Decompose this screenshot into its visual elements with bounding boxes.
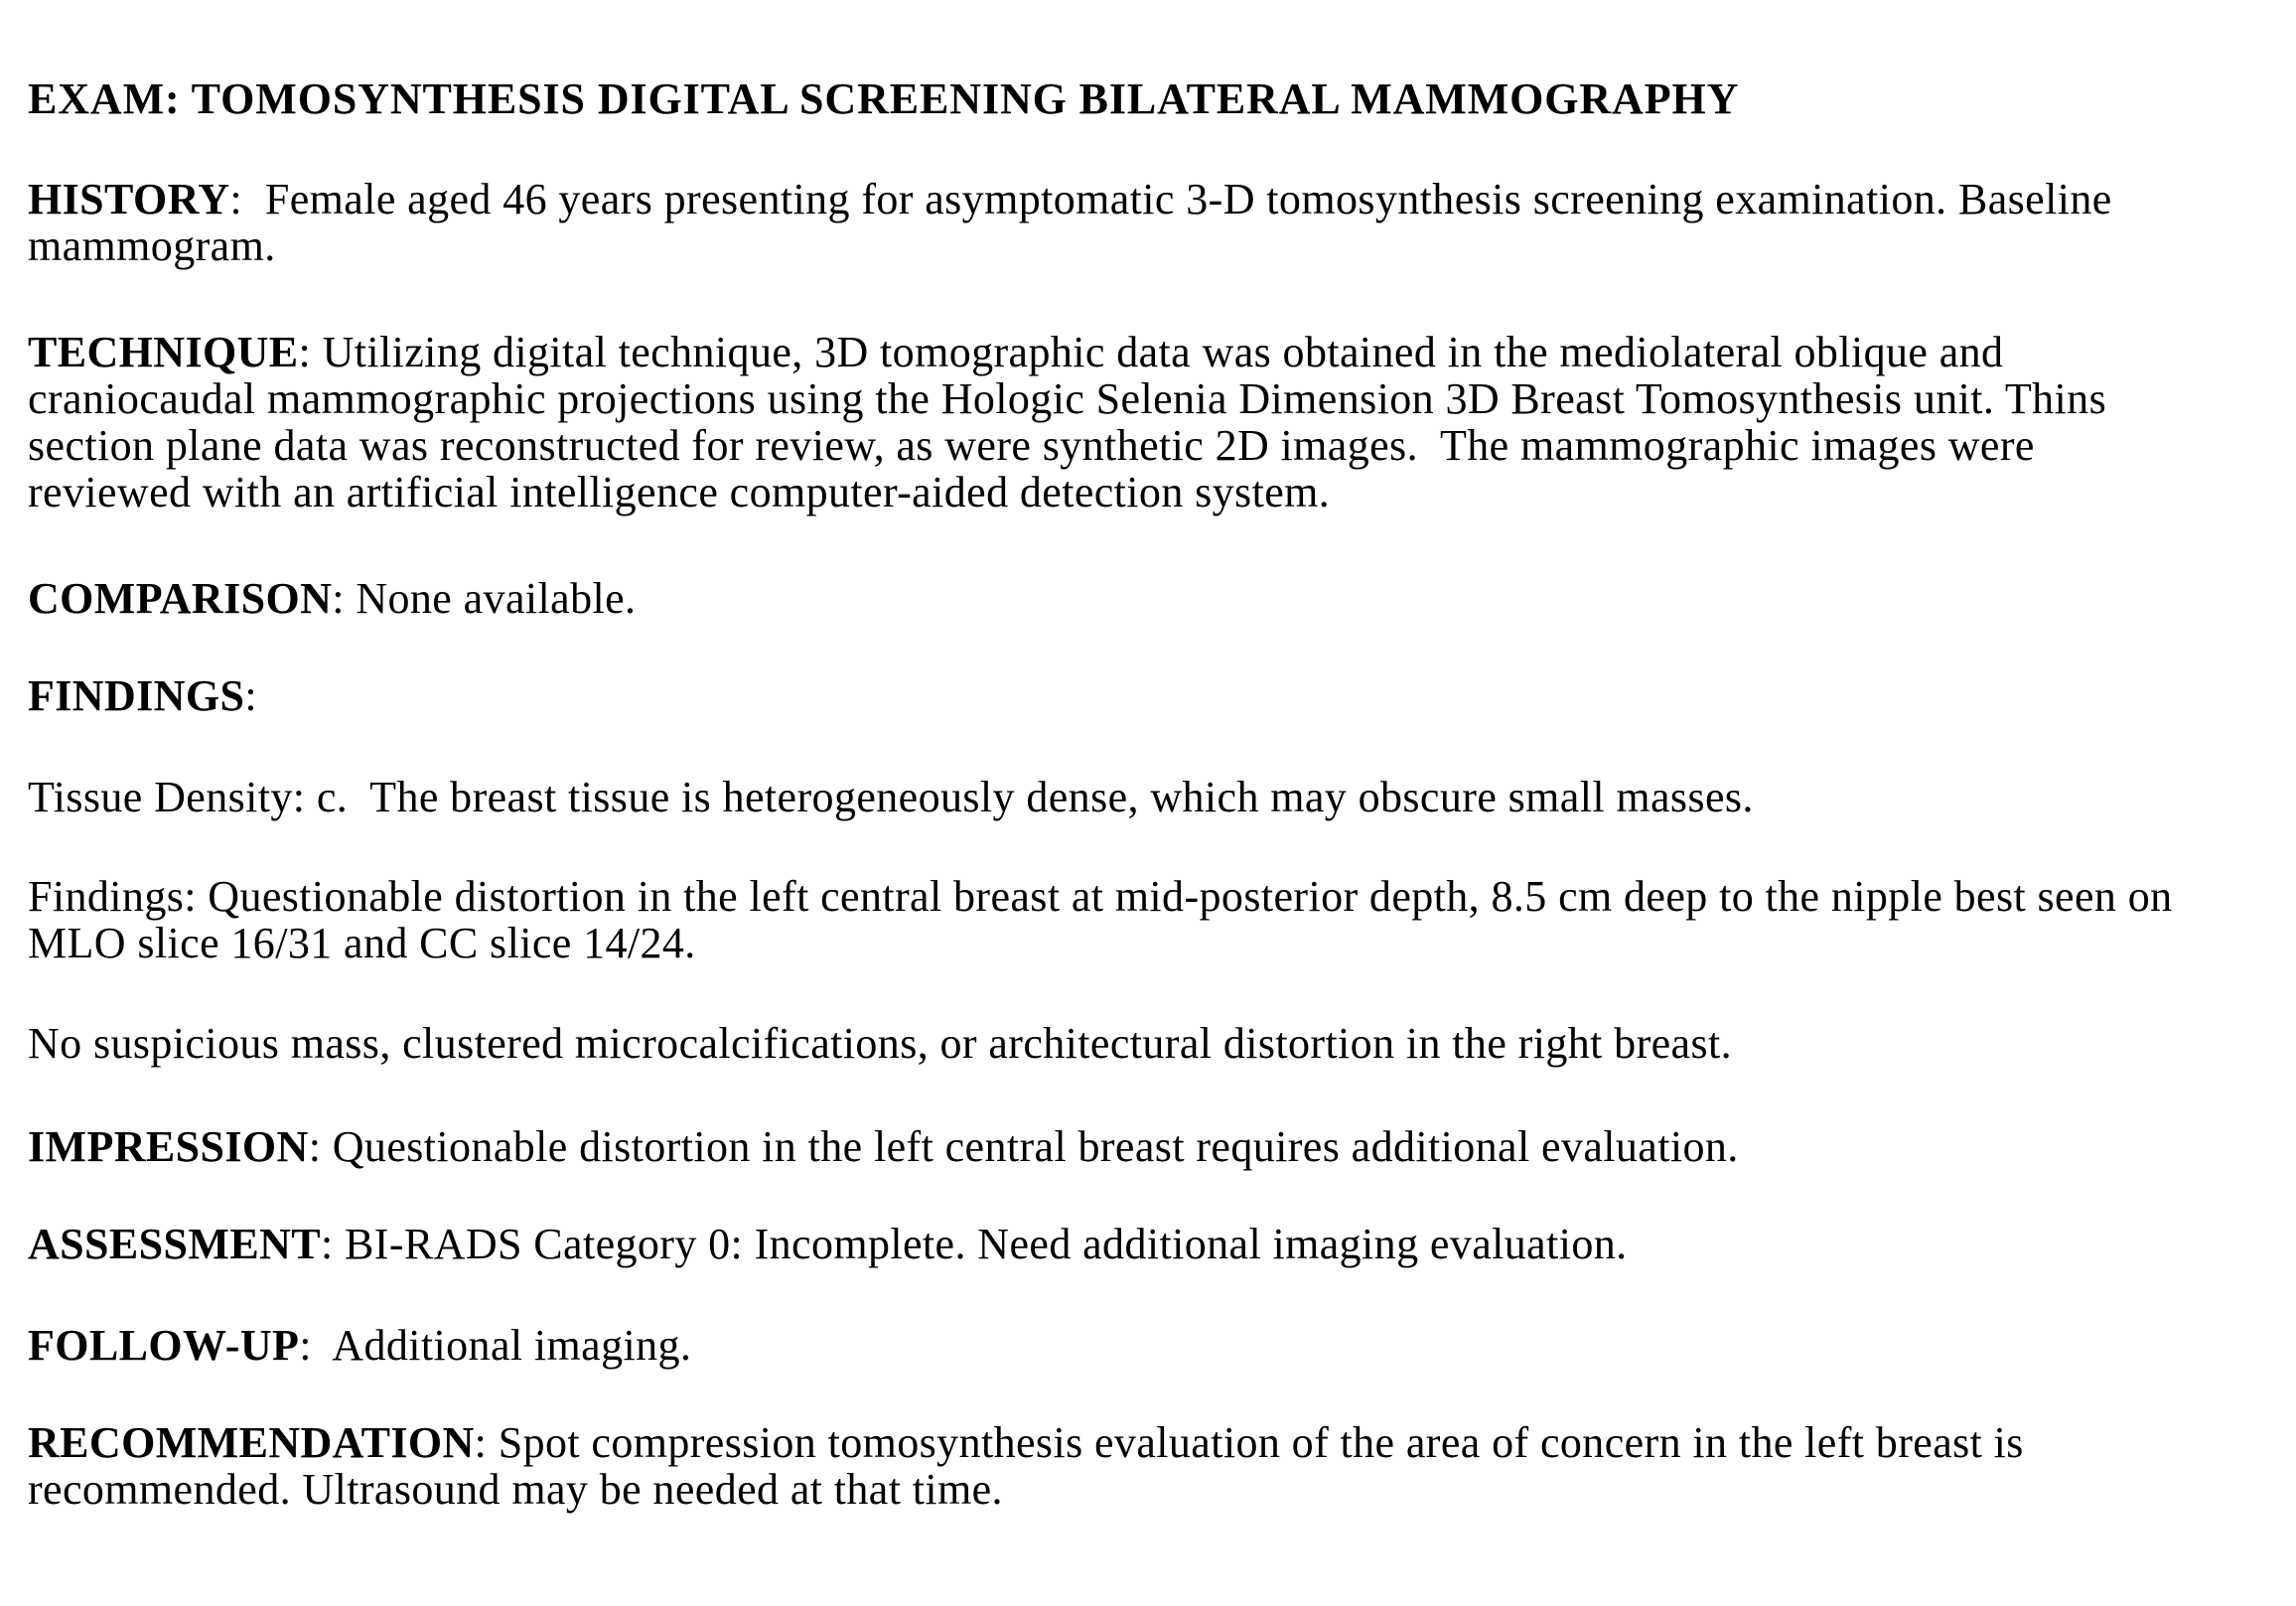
technique-text-2: craniocaudal mammographic projections using the Hologic Selenia Dimension 3D Breast Tomosynthesis unit. Thins [28, 374, 2107, 423]
technique-section [28, 329, 2256, 515]
recommendation-label: RECOMMENDATION [28, 1418, 475, 1467]
recommendation-separator: : [474, 1418, 499, 1467]
findings-detail-line-2: MLO slice 16/31 and CC slice 14/24. [28, 919, 696, 967]
impression-text: Questionable distortion in the left central breast requires additional evaluation. [332, 1122, 1739, 1171]
assessment-text: BI-RADS Category 0: Incomplete. Need additional imaging evaluation. [345, 1220, 1628, 1268]
history-text-1: Female aged 46 years presenting for asymptomatic 3-D tomosynthesis screening examination. Baseline [264, 175, 2112, 223]
comparison-text: None available. [356, 574, 637, 623]
history-text-2: mammogram. [28, 221, 276, 270]
recommendation-text-2: recommended. Ultrasound may be needed at that time. [28, 1465, 1003, 1514]
history-line-1 [28, 176, 2256, 222]
findings-separator: : [244, 671, 257, 720]
findings-detail-line-1: Findings: Questionable distortion in the left central breast at mid-posterior depth, 8.5 cm deep to the nipple best seen on [28, 872, 2173, 921]
comparison-separator: : [332, 574, 357, 623]
impression-section [28, 1123, 2256, 1170]
follow-up-label: FOLLOW-UP [28, 1321, 300, 1370]
history-separator: : [229, 175, 265, 223]
assessment-label: ASSESSMENT [28, 1220, 322, 1268]
recommendation-text-1: Spot compression tomosynthesis evaluation of the area of concern in the left breast is [498, 1418, 2024, 1467]
tissue-density-text: Tissue Density: c. The breast tissue is heterogeneously dense, which may obscure small masses. [28, 773, 1754, 821]
history-section [28, 176, 2256, 269]
right-breast-text: No suspicious mass, clustered microcalcifications, or architectural distortion in the right breast. [28, 1019, 1733, 1068]
comparison-section [28, 575, 2256, 622]
technique-label: TECHNIQUE [28, 328, 299, 376]
history-label: HISTORY [28, 175, 230, 223]
follow-up-section [28, 1322, 2256, 1369]
assessment-separator: : [321, 1220, 346, 1268]
technique-text-1: Utilizing digital technique, 3D tomographic data was obtained in the mediolateral oblique and [322, 328, 2004, 376]
impression-label: IMPRESSION [28, 1122, 309, 1171]
findings-heading [28, 672, 2256, 719]
follow-up-text: Additional imaging. [332, 1321, 692, 1370]
technique-separator: : [298, 328, 323, 376]
findings-label: FINDINGS [28, 671, 245, 720]
impression-separator: : [308, 1122, 333, 1171]
technique-text-3: section plane data was reconstructed for review, as were synthetic 2D images. The mammographic images were [28, 421, 2035, 470]
comparison-line [28, 575, 2256, 622]
technique-line-1 [28, 329, 2256, 375]
exam-title: EXAM: TOMOSYNTHESIS DIGITAL SCREENING BILATERAL MAMMOGRAPHY [28, 74, 1740, 123]
follow-up-separator: : [299, 1321, 333, 1370]
recommendation-line-1 [28, 1419, 2256, 1466]
technique-text-4: reviewed with an artificial intelligence computer-aided detection system. [28, 468, 1331, 516]
assessment-section [28, 1221, 2256, 1267]
recommendation-section [28, 1419, 2256, 1513]
findings-detail [28, 873, 2256, 966]
comparison-label: COMPARISON [28, 574, 333, 623]
